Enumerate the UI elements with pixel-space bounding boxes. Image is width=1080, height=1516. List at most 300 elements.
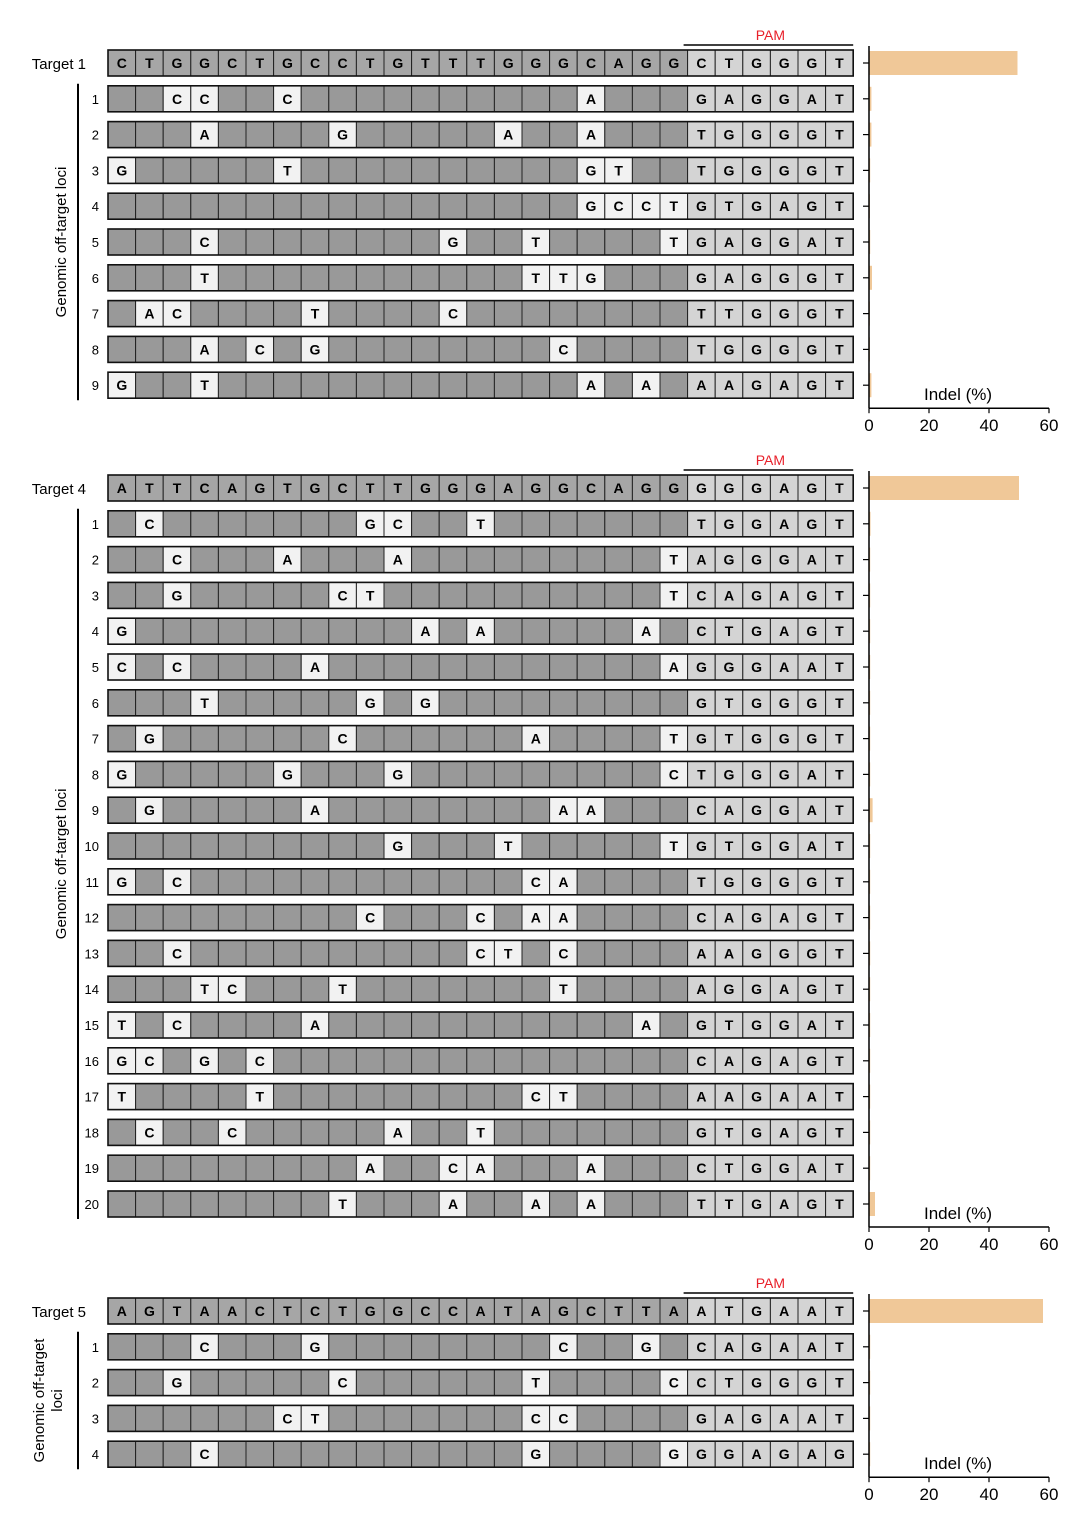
- sequence-cell: [246, 157, 274, 183]
- sequence-cell: [494, 582, 522, 608]
- sequence-cell: [632, 761, 660, 787]
- sequence-cell: [384, 193, 412, 219]
- base-letter: A: [227, 1303, 238, 1319]
- off-target-row: [85, 1012, 871, 1038]
- sequence-cell: [329, 193, 357, 219]
- sequence-cell: [412, 229, 440, 255]
- sequence-cell: [329, 265, 357, 291]
- pam-base-letter: T: [835, 945, 844, 962]
- base-letter: A: [668, 1303, 679, 1319]
- sequence-cell: [163, 1155, 191, 1181]
- pam-base-letter: A: [723, 269, 735, 286]
- base-letter: C: [337, 55, 348, 71]
- sequence-cell: [660, 86, 688, 112]
- sequence-cell: [246, 726, 274, 752]
- pam-base-letter: G: [806, 269, 818, 286]
- base-letter: G: [557, 1303, 569, 1319]
- sequence-cell: [246, 1405, 274, 1431]
- base-letter: G: [143, 802, 155, 819]
- sequence-cell: [329, 905, 357, 931]
- sequence-cell: [274, 833, 302, 859]
- sequence-cell: [274, 582, 302, 608]
- sequence-cell: [439, 618, 467, 644]
- base-letter: C: [171, 305, 183, 322]
- sequence-cell: [660, 1155, 688, 1181]
- locus-number: 4: [91, 624, 99, 640]
- base-letter: T: [200, 269, 209, 286]
- locus-number: 6: [91, 270, 99, 286]
- sequence-cell: [632, 122, 660, 148]
- sequence-cell: [356, 86, 384, 112]
- pam-base-letter: G: [751, 1410, 763, 1427]
- sequence-cell: [218, 1084, 246, 1110]
- pam-base-letter: G: [751, 551, 763, 568]
- sequence-cell: [274, 193, 302, 219]
- sequence-cell: [218, 1370, 246, 1396]
- pam-base-letter: T: [724, 623, 734, 640]
- target-row: [108, 1298, 1043, 1324]
- sequence-cell: [550, 157, 578, 183]
- y-axis-label-line: Genomic off-target loci: [53, 788, 70, 940]
- sequence-cell: [356, 833, 384, 859]
- sequence-cell: [163, 1191, 191, 1217]
- sequence-cell: [136, 582, 164, 608]
- base-letter: T: [476, 55, 485, 71]
- sequence-cell: [577, 229, 605, 255]
- off-target-row: [92, 726, 870, 752]
- off-target-row: [92, 193, 870, 219]
- base-letter: G: [143, 730, 155, 747]
- x-tick-label: 0: [864, 1485, 874, 1505]
- locus-number: 20: [84, 1197, 99, 1212]
- sequence-cell: [329, 1405, 357, 1431]
- base-letter: G: [668, 480, 680, 496]
- sequence-cell: [274, 618, 302, 644]
- sequence-cell: [108, 1191, 136, 1217]
- sequence-cell: [218, 336, 246, 362]
- base-letter: G: [585, 198, 597, 215]
- pam-base-letter: G: [723, 1446, 735, 1463]
- pam-base-letter: G: [806, 162, 818, 179]
- pam-base-letter: G: [723, 162, 735, 179]
- sequence-cell: [439, 940, 467, 966]
- sequence-cell: [632, 690, 660, 716]
- sequence-cell: [218, 905, 246, 931]
- sequence-cell: [384, 1191, 412, 1217]
- pam-base-letter: T: [724, 1124, 734, 1141]
- pam-base-letter: A: [779, 198, 790, 215]
- sequence-cell: [274, 1334, 302, 1360]
- sequence-cell: [384, 797, 412, 823]
- pam-base-letter: T: [724, 1374, 734, 1391]
- sequence-cell: [550, 86, 578, 112]
- sequence-cell: [329, 1119, 357, 1145]
- sequence-cell: [605, 1191, 633, 1217]
- sequence-cell: [246, 618, 274, 644]
- base-letter: C: [337, 730, 348, 747]
- sequence-cell: [191, 940, 219, 966]
- base-letter: C: [530, 1410, 541, 1427]
- pam-base-letter: A: [779, 623, 790, 640]
- base-letter: C: [558, 341, 569, 358]
- sequence-cell: [577, 582, 605, 608]
- sequence-cell: [660, 618, 688, 644]
- pam-base-letter: T: [835, 587, 844, 604]
- sequence-cell: [660, 905, 688, 931]
- locus-number: 1: [91, 516, 99, 532]
- base-letter: T: [669, 551, 679, 568]
- sequence-cell: [246, 1441, 274, 1467]
- base-letter: C: [254, 341, 265, 358]
- sequence-cell: [467, 1012, 495, 1038]
- pam-base-letter: G: [806, 1196, 818, 1212]
- sequence-cell: [246, 1012, 274, 1038]
- sequence-cell: [191, 1119, 219, 1145]
- base-letter: T: [669, 730, 679, 747]
- sequence-cell: [467, 654, 495, 680]
- off-target-row: [85, 1191, 875, 1217]
- sequence-cell: [136, 1441, 164, 1467]
- sequence-cell: [605, 940, 633, 966]
- base-letter: C: [475, 909, 486, 926]
- sequence-cell: [494, 157, 522, 183]
- sequence-cell: [660, 265, 688, 291]
- locus-number: 2: [91, 552, 99, 568]
- sequence-cell: [605, 1405, 633, 1431]
- pam-base-letter: G: [695, 90, 707, 107]
- pam-base-letter: G: [751, 90, 763, 107]
- sequence-cell: [329, 1084, 357, 1110]
- sequence-cell: [439, 1048, 467, 1074]
- base-letter: T: [338, 981, 347, 998]
- pam-base-letter: T: [835, 269, 844, 286]
- sequence-cell: [467, 797, 495, 823]
- sequence-cell: [660, 1012, 688, 1038]
- sequence-cell: [163, 976, 191, 1002]
- sequence-cell: [356, 122, 384, 148]
- indel-axis-label: Indel (%): [923, 1454, 993, 1474]
- sequence-cell: [605, 336, 633, 362]
- sequence-cell: [660, 1405, 688, 1431]
- base-letter: A: [585, 377, 597, 394]
- sequence-cell: [660, 511, 688, 537]
- sequence-cell: [108, 193, 136, 219]
- pam-base-letter: A: [806, 659, 817, 675]
- locus-number: 1: [91, 1339, 99, 1355]
- base-letter: G: [640, 1338, 652, 1355]
- sequence-cell: [632, 265, 660, 291]
- sequence-cell: [108, 547, 136, 573]
- sequence-cell: [632, 726, 660, 752]
- sequence-cell: [412, 265, 440, 291]
- sequence-cell: [108, 1441, 136, 1467]
- pam-base-letter: G: [806, 945, 818, 962]
- base-letter: C: [641, 198, 652, 215]
- sequence-cell: [467, 1084, 495, 1110]
- sequence-cell: [632, 1405, 660, 1431]
- base-letter: G: [116, 1052, 128, 1069]
- base-letter: T: [200, 694, 209, 711]
- sequence-cell: [218, 833, 246, 859]
- base-letter: G: [254, 480, 266, 496]
- sequence-cell: [494, 193, 522, 219]
- base-letter: A: [530, 1303, 541, 1319]
- base-letter: C: [227, 1124, 238, 1141]
- x-tick-label: 40: [979, 416, 999, 436]
- sequence-cell: [246, 511, 274, 537]
- sequence-cell: [632, 547, 660, 573]
- sequence-cell: [577, 1405, 605, 1431]
- pam-base-letter: G: [695, 1410, 707, 1427]
- sequence-cell: [467, 1191, 495, 1217]
- base-letter: G: [530, 55, 542, 71]
- base-letter: T: [448, 55, 458, 71]
- sequence-cell: [218, 1155, 246, 1181]
- sequence-cell: [577, 1334, 605, 1360]
- sequence-cell: [605, 1012, 633, 1038]
- sequence-cell: [163, 265, 191, 291]
- sequence-cell: [412, 1191, 440, 1217]
- sequence-cell: [494, 1370, 522, 1396]
- pam-base-letter: G: [695, 694, 707, 711]
- sequence-cell: [494, 761, 522, 787]
- sequence-cell: [108, 905, 136, 931]
- base-letter: T: [283, 480, 292, 496]
- sequence-cell: [550, 1119, 578, 1145]
- sequence-cell: [577, 1119, 605, 1145]
- base-letter: C: [144, 515, 155, 532]
- base-letter: C: [144, 1052, 155, 1069]
- sequence-cell: [467, 1048, 495, 1074]
- sequence-cell: [632, 797, 660, 823]
- off-target-row: [92, 1334, 870, 1360]
- sequence-cell: [191, 905, 219, 931]
- sequence-cell: [467, 761, 495, 787]
- pam-base-letter: C: [696, 1374, 707, 1391]
- pam-base-letter: A: [696, 981, 707, 998]
- sequence-cell: [494, 229, 522, 255]
- sequence-cell: [439, 690, 467, 716]
- base-letter: T: [503, 945, 513, 962]
- sequence-cell: [356, 761, 384, 787]
- off-target-row: [92, 372, 872, 398]
- sequence-cell: [467, 229, 495, 255]
- sequence-cell: [301, 1370, 329, 1396]
- panel-1: [32, 27, 1059, 435]
- locus-number: 5: [91, 235, 99, 250]
- sequence-cell: [467, 1405, 495, 1431]
- base-letter: A: [309, 1017, 321, 1033]
- sequence-cell: [136, 761, 164, 787]
- base-letter: G: [585, 269, 597, 286]
- sequence-cell: [412, 1119, 440, 1145]
- base-letter: A: [116, 480, 127, 496]
- base-letter: C: [558, 945, 569, 962]
- sequence-cell: [412, 301, 440, 327]
- sequence-cell: [632, 1048, 660, 1074]
- sequence-cell: [246, 976, 274, 1002]
- sequence-cell: [136, 1012, 164, 1038]
- base-letter: C: [199, 90, 210, 107]
- pam-base-letter: T: [835, 1124, 844, 1141]
- pam-base-letter: G: [806, 126, 818, 143]
- sequence-cell: [356, 265, 384, 291]
- pam-base-letter: G: [723, 551, 735, 568]
- sequence-cell: [163, 157, 191, 183]
- sequence-cell: [108, 229, 136, 255]
- sequence-cell: [136, 336, 164, 362]
- sequence-cell: [246, 372, 274, 398]
- sequence-cell: [274, 1370, 302, 1396]
- sequence-cell: [356, 193, 384, 219]
- locus-number: 15: [84, 1018, 99, 1033]
- sequence-cell: [494, 1334, 522, 1360]
- pam-base-letter: T: [697, 766, 706, 783]
- base-letter: A: [530, 730, 541, 747]
- pam-base-letter: G: [806, 341, 818, 358]
- pam-base-letter: A: [806, 1160, 817, 1177]
- sequence-cell: [136, 86, 164, 112]
- sequence-cell: [522, 1119, 550, 1145]
- sequence-cell: [108, 582, 136, 608]
- sequence-cell: [494, 1155, 522, 1181]
- sequence-cell: [108, 940, 136, 966]
- sequence-cell: [605, 618, 633, 644]
- sequence-cell: [632, 511, 660, 537]
- base-letter: C: [254, 1303, 265, 1319]
- sequence-cell: [218, 301, 246, 327]
- pam-base-letter: G: [806, 694, 818, 711]
- base-letter: A: [641, 623, 652, 640]
- base-letter: A: [475, 1303, 486, 1319]
- sequence-cell: [191, 1155, 219, 1181]
- pam-base-letter: G: [778, 1160, 790, 1177]
- sequence-cell: [218, 1048, 246, 1074]
- sequence-cell: [163, 122, 191, 148]
- pam-base-letter: G: [806, 623, 818, 640]
- sequence-cell: [384, 726, 412, 752]
- base-letter: T: [559, 981, 568, 998]
- sequence-cell: [660, 1334, 688, 1360]
- base-letter: C: [199, 1446, 210, 1463]
- sequence-cell: [108, 976, 136, 1002]
- off-target-row: [92, 547, 870, 573]
- locus-number: 9: [91, 803, 99, 819]
- base-letter: G: [116, 873, 128, 890]
- sequence-cell: [136, 833, 164, 859]
- pam-base-letter: G: [751, 909, 763, 926]
- pam-base-letter: C: [696, 55, 707, 71]
- sequence-cell: [108, 122, 136, 148]
- off-target-row: [92, 761, 870, 787]
- base-letter: A: [613, 480, 624, 496]
- base-letter: T: [255, 1088, 265, 1105]
- sequence-cell: [301, 618, 329, 644]
- pam-base-letter: G: [751, 1196, 763, 1212]
- sequence-cell: [550, 1012, 578, 1038]
- base-letter: C: [392, 515, 403, 532]
- base-letter: T: [476, 1124, 485, 1141]
- sequence-cell: [494, 511, 522, 537]
- locus-number: 12: [84, 910, 99, 926]
- sequence-cell: [329, 833, 357, 859]
- pam-base-letter: G: [751, 1124, 763, 1141]
- pam-base-letter: A: [806, 90, 817, 107]
- pam-base-letter: G: [751, 1338, 763, 1355]
- sequence-cell: [274, 1084, 302, 1110]
- sequence-cell: [467, 265, 495, 291]
- sequence-cell: [274, 301, 302, 327]
- pam-base-letter: A: [723, 1410, 735, 1427]
- sequence-cell: [108, 301, 136, 327]
- sequence-cell: [412, 1155, 440, 1181]
- sequence-cell: [439, 547, 467, 573]
- base-letter: A: [282, 551, 293, 568]
- sequence-cell: [522, 940, 550, 966]
- x-tick-label: 40: [979, 1235, 999, 1254]
- sequence-cell: [605, 582, 633, 608]
- sequence-cell: [384, 905, 412, 931]
- sequence-cell: [191, 301, 219, 327]
- pam-base-letter: A: [779, 981, 790, 998]
- locus-number: 13: [84, 946, 99, 962]
- sequence-cell: [494, 301, 522, 327]
- base-letter: C: [668, 1374, 679, 1391]
- pam-base-letter: G: [751, 1017, 763, 1033]
- base-letter: G: [116, 377, 128, 394]
- sequence-cell: [136, 265, 164, 291]
- sequence-cell: [136, 1334, 164, 1360]
- pam-base-letter: A: [696, 551, 707, 568]
- sequence-cell: [632, 1370, 660, 1396]
- sequence-cell: [522, 1048, 550, 1074]
- pam-base-letter: G: [778, 90, 790, 107]
- pam-base-letter: A: [779, 515, 790, 532]
- sequence-cell: [246, 761, 274, 787]
- sequence-cell: [191, 511, 219, 537]
- sequence-cell: [274, 372, 302, 398]
- sequence-cell: [632, 833, 660, 859]
- pam-base-letter: G: [751, 55, 763, 71]
- pam-base-letter: G: [751, 305, 763, 322]
- off-target-row: [85, 976, 871, 1002]
- sequence-cell: [522, 511, 550, 537]
- sequence-cell: [356, 336, 384, 362]
- pam-base-letter: T: [835, 1196, 844, 1212]
- base-letter: T: [283, 1303, 292, 1319]
- sequence-cell: [439, 761, 467, 787]
- sequence-cell: [163, 797, 191, 823]
- sequence-cell: [163, 1334, 191, 1360]
- panel-2: [32, 452, 1059, 1254]
- base-letter: A: [392, 1124, 403, 1141]
- sequence-cell: [439, 157, 467, 183]
- pam-base-letter: T: [697, 341, 706, 358]
- sequence-cell: [577, 1441, 605, 1467]
- base-letter: C: [171, 551, 183, 568]
- sequence-cell: [412, 511, 440, 537]
- sequence-cell: [412, 654, 440, 680]
- pam-base-letter: T: [835, 909, 844, 926]
- base-letter: A: [641, 377, 652, 394]
- pam-base-letter: A: [779, 1052, 790, 1069]
- pam-base-letter: G: [751, 659, 763, 675]
- base-letter: G: [199, 55, 211, 71]
- sequence-cell: [467, 1441, 495, 1467]
- base-letter: A: [668, 659, 679, 675]
- pam-base-letter: T: [835, 694, 844, 711]
- base-letter: G: [640, 480, 652, 496]
